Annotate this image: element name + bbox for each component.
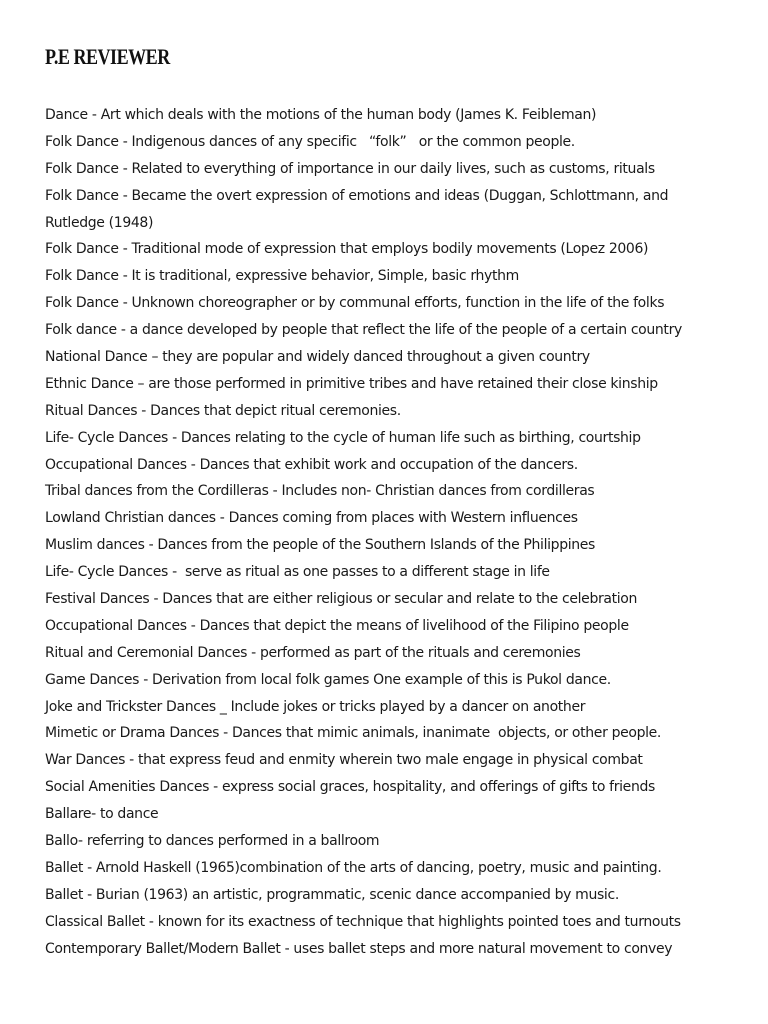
- text-line: Ballet - Burian (1963) an artistic, programmatic, scenic dance accompanied by music.: [45, 886, 619, 903]
- text-line: Festival Dances - Dances that are either religious or secular and relate to the celebration: [45, 591, 638, 608]
- text-line: Ballare- to dance: [45, 806, 159, 823]
- text-line: Ballet - Arnold Haskell (1965)combination of the arts of dancing, poetry, music and painting.: [45, 859, 662, 876]
- text-line: War Dances - that express feud and enmity wherein two male engage in physical combat: [45, 752, 643, 769]
- text-line: Life- Cycle Dances - serve as ritual as one passes to a different stage in life: [45, 564, 550, 581]
- text-line: Rutledge (1948): [45, 214, 154, 231]
- text-line: National Dance – they are popular and widely danced throughout a given country: [45, 349, 590, 366]
- text-line: Ballo- referring to dances performed in a ballroom: [45, 833, 380, 850]
- text-line: Folk Dance - Related to everything of importance in our daily lives, such as customs, rituals: [45, 160, 655, 177]
- text-line: Life- Cycle Dances - Dances relating to the cycle of human life such as birthing, courtship: [45, 429, 641, 446]
- text-line: Folk Dance - Became the overt expression of emotions and ideas (Duggan, Schlottmann, and: [45, 187, 669, 204]
- text-line: Joke and Trickster Dances _ Include jokes or tricks played by a dancer on another: [45, 698, 586, 715]
- text-line: Social Amenities Dances - express social graces, hospitality, and offerings of gifts to friends: [45, 779, 655, 796]
- text-line: Ritual and Ceremonial Dances - performed as part of the rituals and ceremonies: [45, 644, 581, 661]
- text-line: Folk dance - a dance developed by people that reflect the life of the people of a certain country: [45, 322, 682, 339]
- reviewer-text-body: [45, 102, 745, 963]
- text-line: Contemporary Ballet/Modern Ballet - uses ballet steps and more natural movement to convey: [45, 940, 673, 957]
- text-line: Dance - Art which deals with the motions of the human body (James K. Feibleman): [45, 107, 597, 123]
- text-line: Ritual Dances - Dances that depict ritual ceremonies.: [45, 402, 401, 419]
- text-line: Folk Dance - Indigenous dances of any specific “folk” or the common people.: [45, 133, 575, 150]
- text-line: Folk Dance - Traditional mode of expression that employs bodily movements (Lopez 2006): [45, 241, 649, 258]
- text-line: Lowland Christian dances - Dances coming from places with Western influences: [45, 510, 578, 527]
- text-line: Tribal dances from the Cordilleras - Includes non- Christian dances from cordilleras: [45, 483, 595, 500]
- page-title: P.E REVIEWER: [45, 44, 170, 69]
- text-line: Ethnic Dance – are those performed in primitive tribes and have retained their close kinship: [45, 375, 658, 392]
- text-line: Muslim dances - Dances from the people of the Southern Islands of the Philippines: [45, 537, 596, 554]
- text-line: Game Dances - Derivation from local folk games One example of this is Pukol dance.: [45, 671, 611, 688]
- text-line: Occupational Dances - Dances that depict the means of livelihood of the Filipino people: [45, 617, 629, 634]
- text-line: Mimetic or Drama Dances - Dances that mimic animals, inanimate objects, or other people.: [45, 725, 662, 742]
- text-line: Occupational Dances - Dances that exhibit work and occupation of the dancers.: [45, 456, 578, 473]
- text-line: Folk Dance - It is traditional, expressive behavior, Simple, basic rhythm: [45, 268, 519, 285]
- text-line: Classical Ballet - known for its exactness of technique that highlights pointed toes and turnouts: [45, 913, 681, 930]
- text-line: Folk Dance - Unknown choreographer or by communal efforts, function in the life of the folks: [45, 295, 665, 312]
